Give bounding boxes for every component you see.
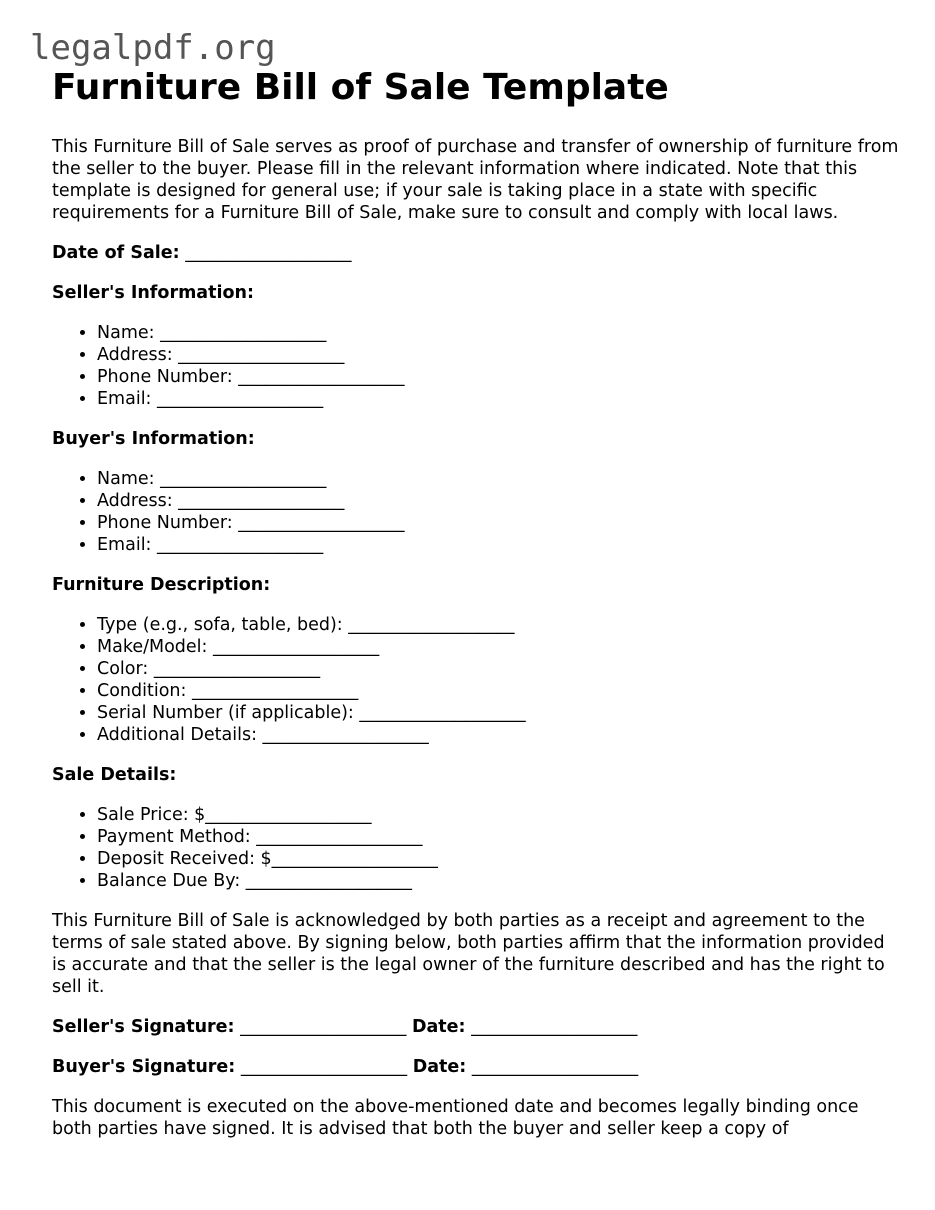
list-item: • Name: ___________________ [97, 322, 902, 344]
closing-paragraph: This document is executed on the above-mentioned date and becomes legally binding once both parties have signed. It is advised that both the buyer and seller keep a copy of [52, 1097, 859, 1139]
list-item: • Color: ___________________ [97, 658, 902, 680]
list-item: • Name: ___________________ [97, 468, 902, 490]
document-title: Furniture Bill of Sale Template [52, 67, 669, 108]
list-item: • Sale Price: $___________________ [97, 804, 902, 826]
date-of-sale-blank: ___________________ [185, 243, 352, 263]
list-item: • Deposit Received: $___________________ [97, 848, 902, 870]
buyer-signature-blank: ___________________ [240, 1057, 408, 1077]
acknowledgement-paragraph: This Furniture Bill of Sale is acknowledged by both parties as a receipt and agreement to the terms of sale stated above. By signing below, both parties affirm that the information provided is accurate and that the seller is the legal owner of the furniture described and has the right to sell it. [52, 911, 885, 997]
list-item: • Email: ___________________ [97, 388, 902, 410]
seller-date-blank: ___________________ [471, 1017, 638, 1037]
buyer-date-blank: ___________________ [471, 1057, 639, 1077]
list-item: • Address: ___________________ [97, 344, 902, 366]
list-item: • Type (e.g., sofa, table, bed): ___________________ [97, 614, 902, 636]
buyer-signature-label: Buyer's Signature: [52, 1057, 236, 1077]
seller-signature-label: Seller's Signature: [52, 1017, 235, 1037]
list-item: • Make/Model: ___________________ [97, 636, 902, 658]
intro-paragraph: This Furniture Bill of Sale serves as proof of purchase and transfer of ownership of furniture from the seller to the buyer. Please fill in the relevant information where indicated. Note that this template is designed for general use; if your sale is taking place in a state with specific requirements for a Furniture Bill of Sale, make sure to consult and comply with local laws. [52, 137, 899, 223]
buyer-date-label: Date: [412, 1057, 467, 1077]
furniture-description-list [52, 614, 902, 746]
buyer-info-heading: Buyer's Information: [52, 429, 255, 449]
sale-details-heading: Sale Details: [52, 765, 177, 785]
watermark-logo: legalpdf.org [30, 28, 276, 68]
sale-details-list [52, 804, 902, 892]
furniture-description-heading: Furniture Description: [52, 575, 271, 595]
list-item: • Phone Number: ___________________ [97, 366, 902, 388]
list-item: • Condition: ___________________ [97, 680, 902, 702]
list-item: • Balance Due By: ___________________ [97, 870, 902, 892]
list-item: • Phone Number: ___________________ [97, 512, 902, 534]
seller-info-list [52, 322, 902, 410]
document-page [52, 66, 902, 1140]
seller-info-heading: Seller's Information: [52, 283, 254, 303]
list-item: • Serial Number (if applicable): ___________________ [97, 702, 902, 724]
date-of-sale-label: Date of Sale: [52, 243, 180, 263]
seller-date-label: Date: [411, 1017, 466, 1037]
list-item: • Payment Method: ___________________ [97, 826, 902, 848]
seller-signature-line [52, 1016, 902, 1038]
list-item: • Address: ___________________ [97, 490, 902, 512]
buyer-info-list [52, 468, 902, 556]
date-of-sale-field [52, 242, 902, 264]
seller-signature-blank: ___________________ [240, 1017, 407, 1037]
buyer-signature-line [52, 1056, 902, 1078]
list-item: • Additional Details: ___________________ [97, 724, 902, 746]
list-item: • Email: ___________________ [97, 534, 902, 556]
